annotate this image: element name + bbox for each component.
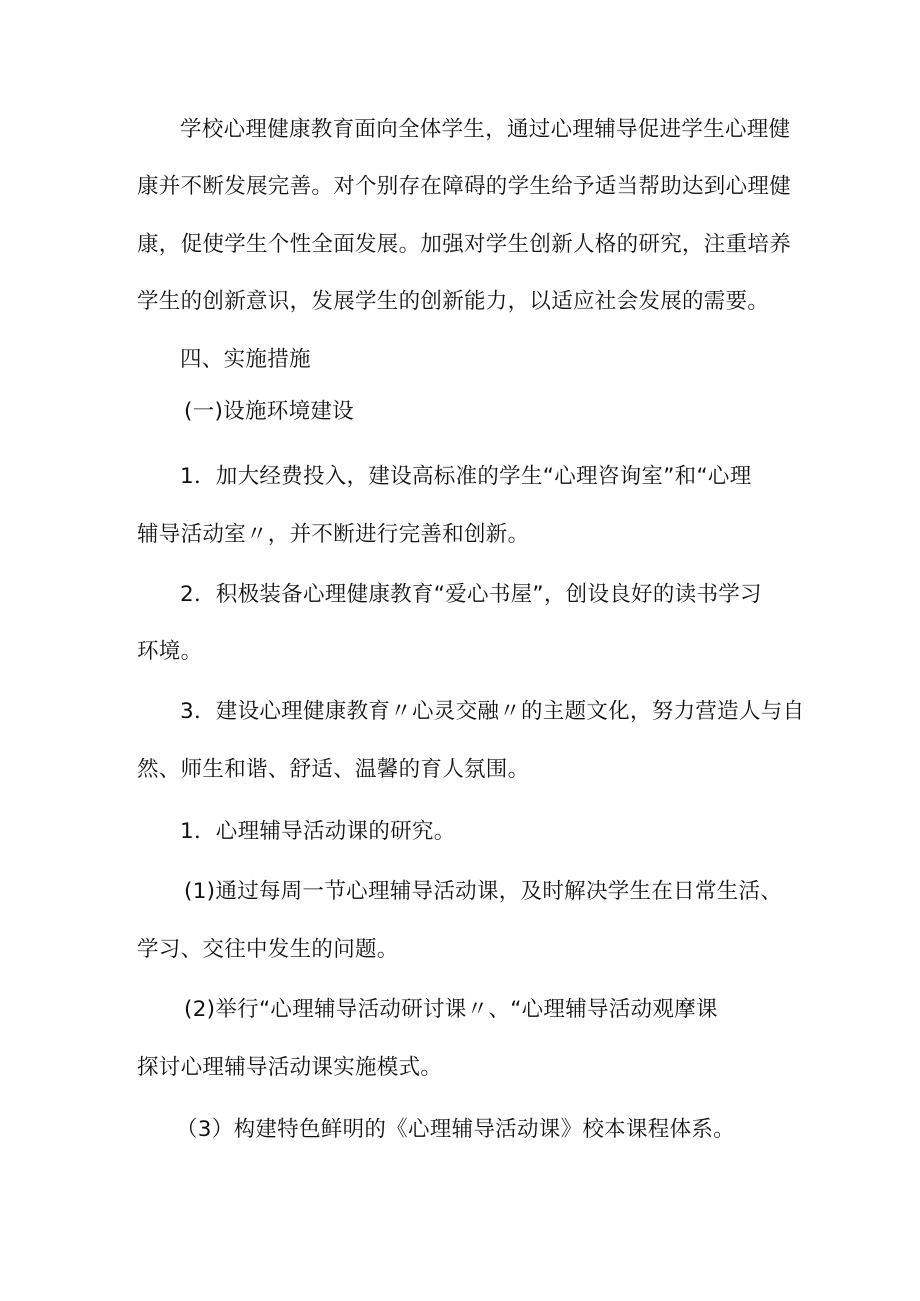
list-item-line: (1)通过每周一节心理辅导活动课，及时解决学生在日常生活、 bbox=[184, 879, 783, 904]
list-item-line: (2)举行“心理辅导活动研讨课〃、“心理辅导活动观摩课 bbox=[184, 997, 718, 1022]
list-item-line: 然、师生和谐、舒适、温馨的育人氛围。 bbox=[137, 757, 530, 782]
section-heading: 四、实施措施 bbox=[180, 347, 311, 372]
list-item-line: 1．加大经费投入，建设高标准的学生“心理咨询室”和“心理 bbox=[180, 464, 752, 489]
subsection-heading: (一)设施环境建设 bbox=[184, 399, 354, 424]
paragraph-line: 康，促使学生个性全面发展。加强对学生创新人格的研究，注重培养 bbox=[137, 232, 792, 257]
paragraph-line: 学校心理健康教育面向全体学生，通过心理辅导促进学生心理健 bbox=[180, 117, 791, 142]
paragraph-line: 学生的创新意识，发展学生的创新能力，以适应社会发展的需要。 bbox=[137, 289, 770, 314]
list-item-line: 环境。 bbox=[137, 639, 203, 664]
list-item-line: 探讨心理辅导活动课实施模式。 bbox=[137, 1055, 443, 1080]
list-item-line: （3）构建特色鲜明的《心理辅导活动课》校本课程体系。 bbox=[176, 1117, 735, 1142]
list-item-line: 学习、交往中发生的问题。 bbox=[137, 937, 399, 962]
list-item-line: 3．建设心理健康教育〃心灵交融〃的主题文化，努力营造人与自 bbox=[180, 699, 805, 724]
paragraph-line: 康并不断发展完善。对个别存在障碍的学生给予适当帮助达到心理健 bbox=[137, 174, 792, 199]
list-item-line: 2．积极装备心理健康教育“爱心书屋”，创设良好的读书学习 bbox=[180, 582, 762, 607]
list-item-line: 1．心理辅导活动课的研究。 bbox=[180, 819, 456, 844]
list-item-line: 辅导活动室〃，并不断进行完善和创新。 bbox=[137, 522, 530, 547]
